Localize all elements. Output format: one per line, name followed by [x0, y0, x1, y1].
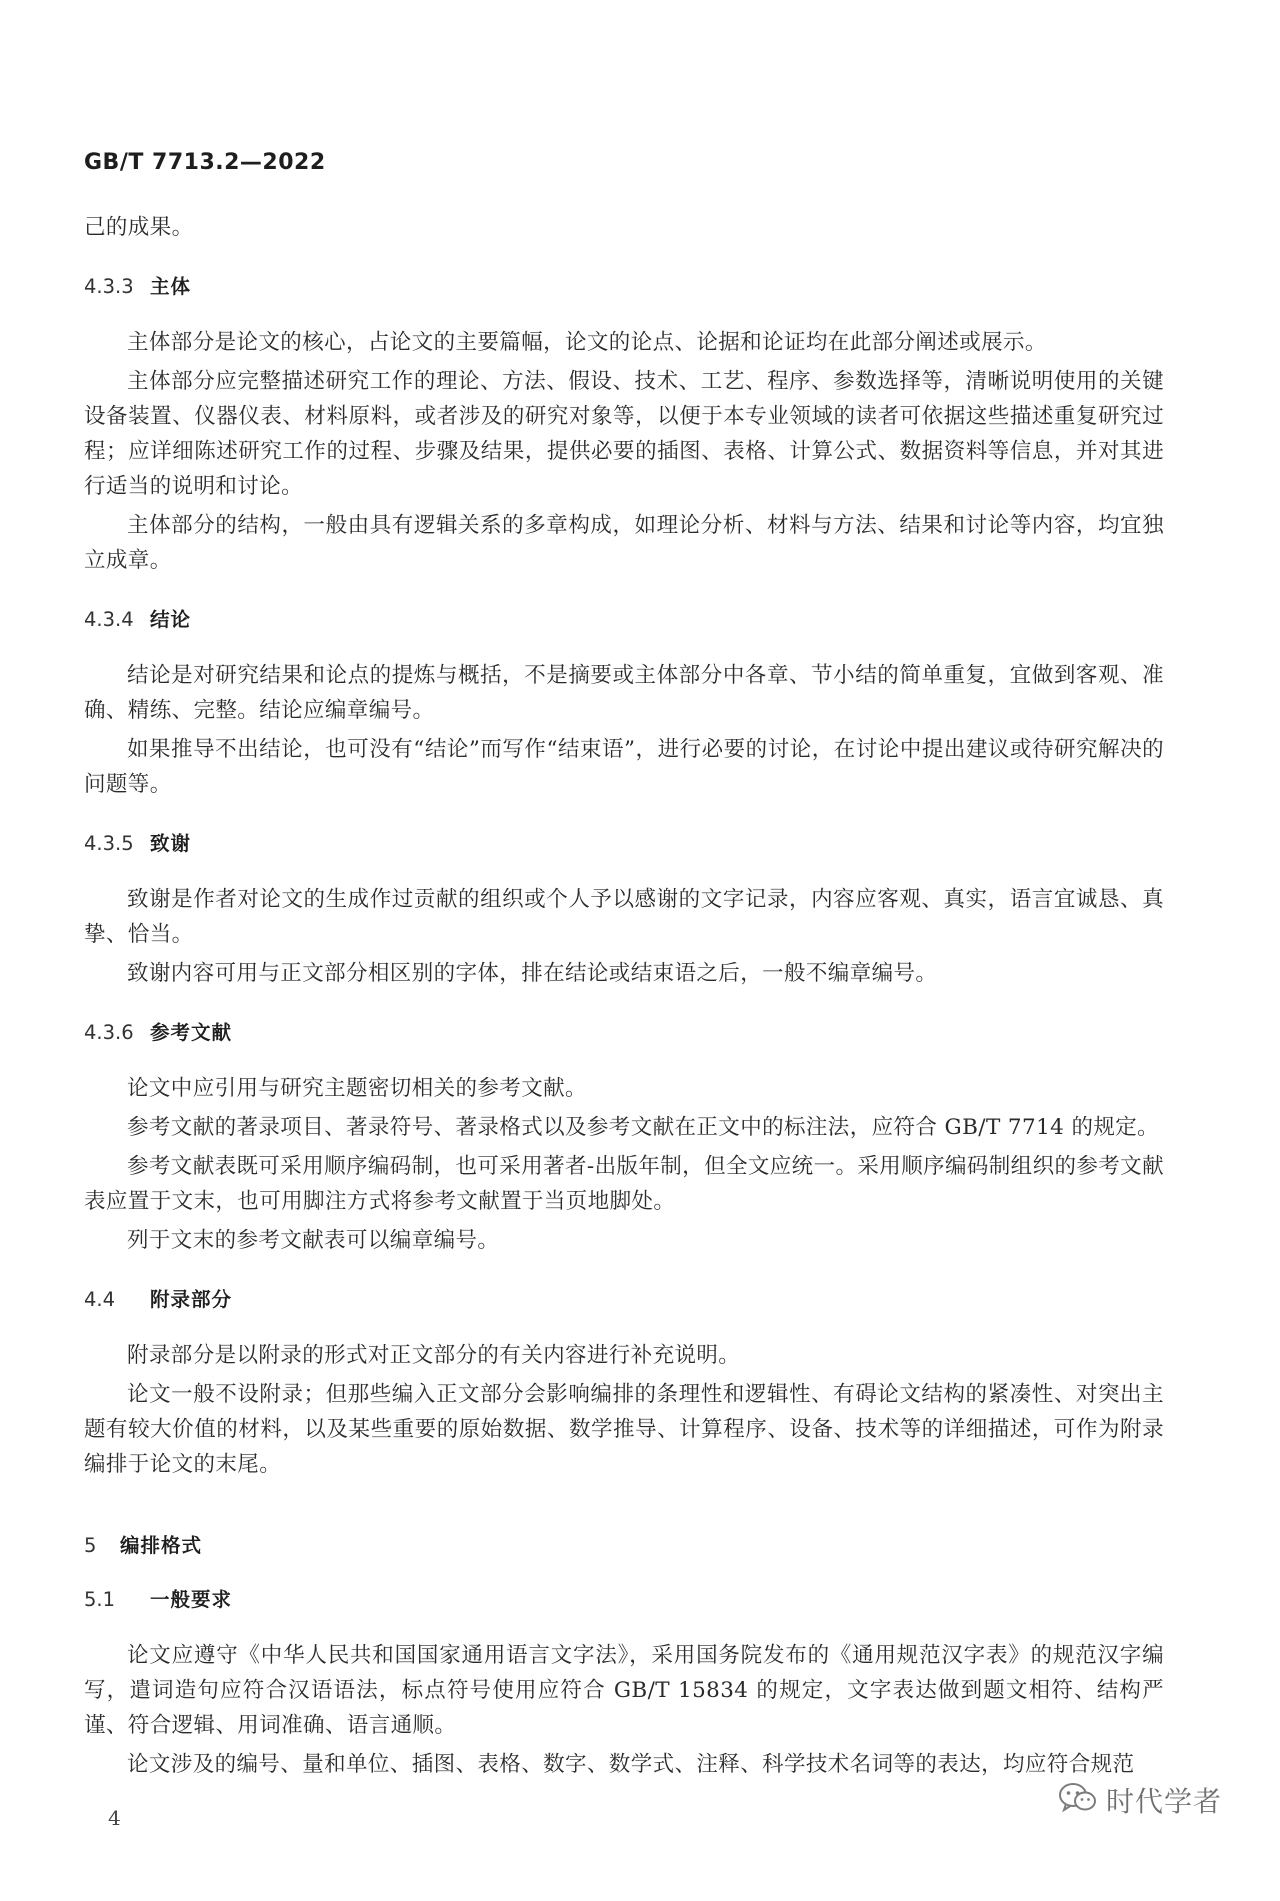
body-paragraph: 如果推导不出结论，也可没有“结论”而写作“结束语”，进行必要的讨论，在讨论中提出建议或待研究解决的问题等。	[84, 737, 1164, 797]
body-paragraph: 主体部分是论文的核心，占论文的主要篇幅，论文的论点、论据和论证均在此部分阐述或展示。	[127, 330, 1047, 355]
standard-code: GB/T 7713.2—2022	[84, 150, 326, 175]
page-number: 4	[108, 1806, 121, 1830]
heading-title: 结论	[150, 608, 192, 631]
body-paragraph: 附录部分是以附录的形式对正文部分的有关内容进行补充说明。	[127, 1343, 741, 1368]
section-heading	[84, 271, 1164, 299]
heading-title: 参考文献	[150, 1021, 233, 1044]
body-paragraph: 己的成果。	[84, 215, 194, 240]
section-heading	[84, 828, 1164, 856]
body-paragraph: 列于文末的参考文献表可以编章编号。	[127, 1228, 500, 1253]
heading-title: 致谢	[150, 832, 192, 855]
watermark	[1058, 1780, 1222, 1820]
heading-title: 附录部分	[150, 1288, 233, 1311]
body-paragraph: 主体部分的结构，一般由具有逻辑关系的多章构成，如理论分析、材料与方法、结果和讨论等内容，均宜独立成章。	[84, 513, 1164, 573]
section-heading	[84, 604, 1164, 632]
heading-number: 4.3.5	[84, 832, 134, 855]
body-paragraph: 主体部分应完整描述研究工作的理论、方法、假设、技术、工艺、程序、参数选择等，清晰说明使用的关键设备装置、仪器仪表、材料原料，或者涉及的研究对象等，以便于本专业领域的读者可依据这些描述重复研究过程；应详细陈述研究工作的过程、步骤及结果，提供必要的插图、表格、计算公式、数据资料等信息，并对其进行适当的说明和讨论。	[84, 369, 1164, 499]
body-paragraph: 论文一般不设附录；但那些编入正文部分会影响编排的条理性和逻辑性、有碍论文结构的紧凑性、对突出主题有较大价值的材料，以及某些重要的原始数据、数学推导、计算程序、设备、技术等的详细描述，可作为附录编排于论文的末尾。	[84, 1382, 1164, 1477]
chapter-heading	[84, 1530, 1164, 1558]
heading-number: 4.4	[84, 1288, 116, 1311]
body-paragraph: 致谢是作者对论文的生成作过贡献的组织或个人予以感谢的文字记录，内容应客观、真实，语言宜诚恳、真挚、恰当。	[84, 887, 1164, 947]
body-paragraph: 结论是对研究结果和论点的提炼与概括，不是摘要或主体部分中各章、节小结的简单重复，宜做到客观、准确、精练、完整。结论应编章编号。	[84, 663, 1164, 723]
section-heading	[84, 1017, 1164, 1045]
section-heading	[84, 1584, 1164, 1612]
body-paragraph: 论文应遵守《中华人民共和国国家通用语言文字法》，采用国务院发布的《通用规范汉字表》的规范汉字编写，遣词造句应符合汉语语法，标点符号使用应符合 GB/T 15834 的规定，文字表达做到题文相符、结构严谨、符合逻辑、用词准确、语言通顺。	[84, 1643, 1164, 1738]
heading-title: 编排格式	[120, 1534, 203, 1557]
heading-number: 4.3.4	[84, 608, 134, 631]
section-heading	[84, 1284, 1164, 1312]
body-paragraph: 致谢内容可用与正文部分相区别的字体，排在结论或结束语之后，一般不编章编号。	[127, 961, 938, 986]
document-body	[84, 210, 1164, 1786]
wechat-icon	[1058, 1781, 1098, 1819]
heading-number: 4.3.6	[84, 1021, 134, 1044]
body-paragraph: 参考文献的著录项目、著录符号、著录格式以及参考文献在正文中的标注法，应符合 GB/T 7714 的规定。	[127, 1115, 1160, 1140]
body-paragraph: 参考文献表既可采用顺序编码制，也可采用著者-出版年制，但全文应统一。采用顺序编码制组织的参考文献表应置于文末，也可用脚注方式将参考文献置于当页地脚处。	[84, 1154, 1164, 1214]
body-paragraph: 论文涉及的编号、量和单位、插图、表格、数字、数学式、注释、科学技术名词等的表达，均应符合规范	[127, 1752, 1135, 1777]
heading-number: 4.3.3	[84, 275, 134, 298]
heading-title: 主体	[150, 275, 192, 298]
heading-number: 5	[84, 1534, 97, 1557]
heading-number: 5.1	[84, 1588, 116, 1611]
watermark-text: 时代学者	[1106, 1785, 1223, 1818]
body-paragraph: 论文中应引用与研究主题密切相关的参考文献。	[127, 1076, 587, 1101]
heading-title: 一般要求	[150, 1588, 233, 1611]
